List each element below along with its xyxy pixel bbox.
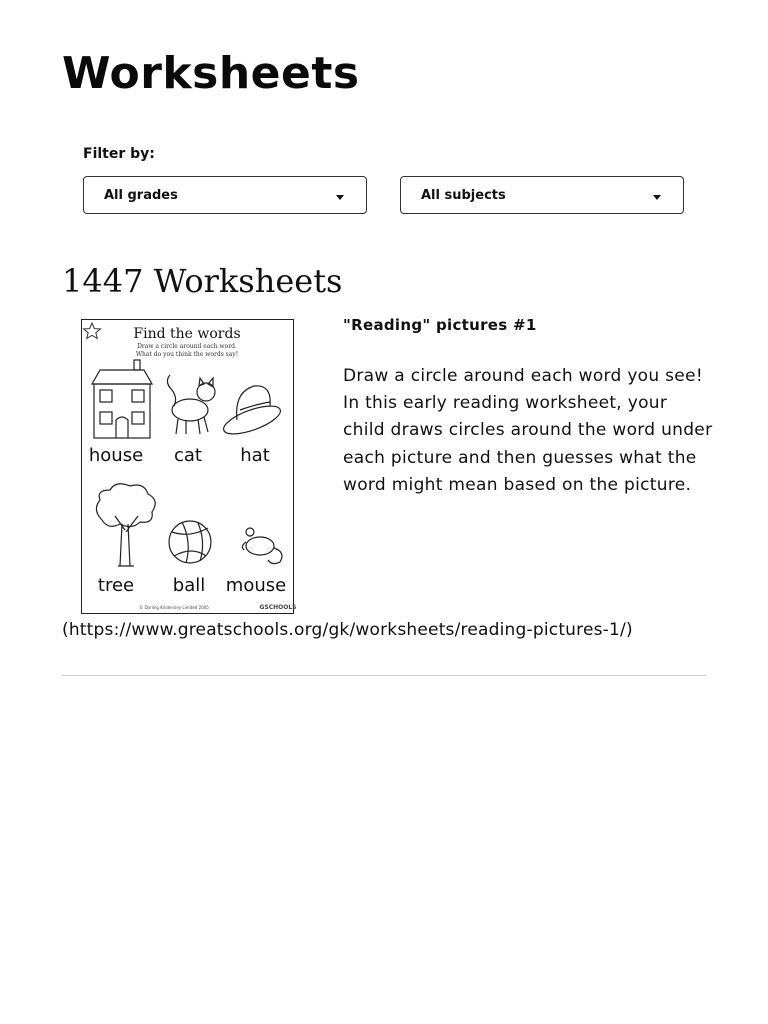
thumbnail-heading: Find the words — [133, 326, 241, 342]
star-icon — [84, 323, 101, 339]
results-count: 1447 Worksheets — [62, 262, 343, 300]
thumbnail-footer-right: GSCHOOLS — [259, 604, 297, 611]
divider — [62, 675, 706, 676]
thumbnail-instruction-2: What do you think the words say! — [135, 351, 239, 358]
grade-filter-value: All grades — [104, 188, 178, 203]
mouse-picture — [242, 528, 282, 564]
word-cat: cat — [174, 445, 202, 466]
thumbnail-instruction-1: Draw a circle around each word. — [137, 343, 237, 350]
cat-picture — [167, 375, 215, 434]
thumbnail-footer-left: © Dorling Kindersley Limited 2005 — [139, 605, 209, 610]
word-house: house — [88, 445, 144, 466]
worksheet-title-link[interactable]: "Reading" pictures #1 — [343, 316, 537, 334]
page-title: Worksheets — [62, 48, 360, 99]
caret-down-icon — [336, 195, 344, 200]
tree-picture — [96, 484, 155, 566]
word-mouse: mouse — [225, 575, 287, 596]
word-ball: ball — [172, 575, 206, 596]
grade-filter-select[interactable] — [83, 176, 367, 214]
subject-filter-select[interactable] — [400, 176, 684, 214]
house-picture — [92, 360, 152, 438]
word-hat: hat — [240, 445, 270, 466]
subject-filter-value: All subjects — [421, 188, 506, 203]
ball-picture — [169, 521, 211, 563]
caret-down-icon — [653, 195, 661, 200]
word-tree: tree — [97, 575, 135, 596]
worksheet-description: Draw a circle around each word you see! In this early reading worksheet, your child draws circles around the word under each picture and then guesses what the word might mean based on the picture. — [343, 366, 713, 495]
worksheet-thumbnail[interactable] — [81, 319, 297, 614]
worksheet-url-link[interactable]: (https://www.greatschools.org/gk/worksheets/reading-pictures-1/) — [62, 620, 633, 640]
hat-picture — [220, 386, 283, 440]
filter-label: Filter by: — [83, 146, 155, 162]
